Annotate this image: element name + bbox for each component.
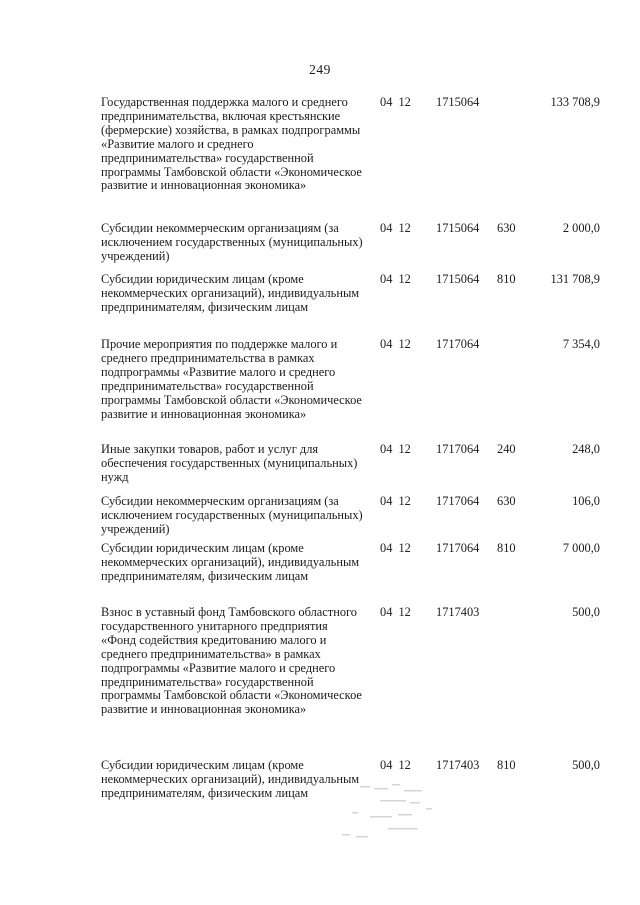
- row-target-code: 1717403: [436, 758, 480, 772]
- row-name: Взнос в уставный фонд Тамбовского областного государственного унитарного предприятия «Фонд содействия кредитованию малого и среднего предпринимательства» в рамках подпрограммы «Развитие малого и среднего предпринимательства» государственной программы Тамбовской области «Экономическое развитие и инновационная экономика»: [101, 605, 362, 717]
- row-name: Субсидии некоммерческим организациям (за исключением государственных (муниципальных) учреждений): [101, 221, 363, 263]
- page-number: 249: [309, 62, 331, 77]
- row-expense-kind: 240: [497, 442, 516, 456]
- row-section-code: 04 12: [380, 605, 411, 619]
- row-name: Субсидии юридическим лицам (кроме некоммерческих организаций), индивидуальным предпринимателям, физическим лицам: [101, 758, 360, 800]
- row-target-code: 1717064: [436, 442, 480, 456]
- table-row: [0, 495, 640, 542]
- table-row: [0, 273, 640, 338]
- row-amount: 248,0: [572, 442, 600, 456]
- row-amount: 500,0: [572, 605, 600, 619]
- table-row: [0, 222, 640, 273]
- row-section-code: 04 12: [380, 337, 411, 351]
- row-target-code: 1715064: [436, 221, 480, 235]
- budget-table: [0, 96, 640, 819]
- row-expense-kind: 810: [497, 272, 516, 286]
- table-row: [0, 338, 640, 443]
- row-name: Иные закупки товаров, работ и услуг для обеспечения государственных (муниципальных) нужд: [101, 442, 358, 484]
- row-section-code: 04 12: [380, 272, 411, 286]
- row-target-code: 1717064: [436, 541, 480, 555]
- row-amount: 7 000,0: [562, 541, 600, 555]
- row-expense-kind: 810: [497, 541, 516, 555]
- row-section-code: 04 12: [380, 95, 411, 109]
- row-section-code: 04 12: [380, 541, 411, 555]
- row-name: Субсидии некоммерческим организациям (за исключением государственных (муниципальных) учреждений): [101, 494, 363, 536]
- table-row: [0, 443, 640, 495]
- row-amount: 500,0: [572, 758, 600, 772]
- row-expense-kind: 810: [497, 758, 516, 772]
- row-section-code: 04 12: [380, 758, 411, 772]
- row-name: Субсидии юридическим лицам (кроме некоммерческих организаций), индивидуальным предпринимателям, физическим лицам: [101, 272, 360, 314]
- row-target-code: 1717064: [436, 337, 480, 351]
- row-target-code: 1715064: [436, 272, 480, 286]
- row-amount: 106,0: [572, 494, 600, 508]
- row-section-code: 04 12: [380, 494, 411, 508]
- row-target-code: 1715064: [436, 95, 480, 109]
- table-row: [0, 542, 640, 606]
- row-name: Прочие мероприятия по поддержке малого и среднего предпринимательства в рамках подпрограммы «Развитие малого и среднего предпринимательства» государственной программы Тамбовской области «Экономическое развитие и инновационная экономика»: [101, 337, 362, 421]
- row-section-code: 04 12: [380, 221, 411, 235]
- table-row: [0, 96, 640, 222]
- row-amount: 7 354,0: [562, 337, 600, 351]
- table-row: [0, 606, 640, 759]
- row-expense-kind: 630: [497, 494, 516, 508]
- row-target-code: 1717403: [436, 605, 480, 619]
- table-row: [0, 759, 640, 819]
- row-section-code: 04 12: [380, 442, 411, 456]
- row-expense-kind: 630: [497, 221, 516, 235]
- row-amount: 131 708,9: [550, 272, 600, 286]
- scan-smudge: [340, 778, 480, 848]
- row-name: Субсидии юридическим лицам (кроме некоммерческих организаций), индивидуальным предпринимателям, физическим лицам: [101, 541, 360, 583]
- row-amount: 2 000,0: [562, 221, 600, 235]
- row-amount: 133 708,9: [550, 95, 600, 109]
- row-name: Государственная поддержка малого и среднего предпринимательства, включая крестьянские (фермерские) хозяйства, в рамках подпрограммы «Развитие малого и среднего предпринимательства» государственной программы Тамбовской области «Экономическое развитие и инновационная экономика»: [101, 95, 362, 193]
- row-target-code: 1717064: [436, 494, 480, 508]
